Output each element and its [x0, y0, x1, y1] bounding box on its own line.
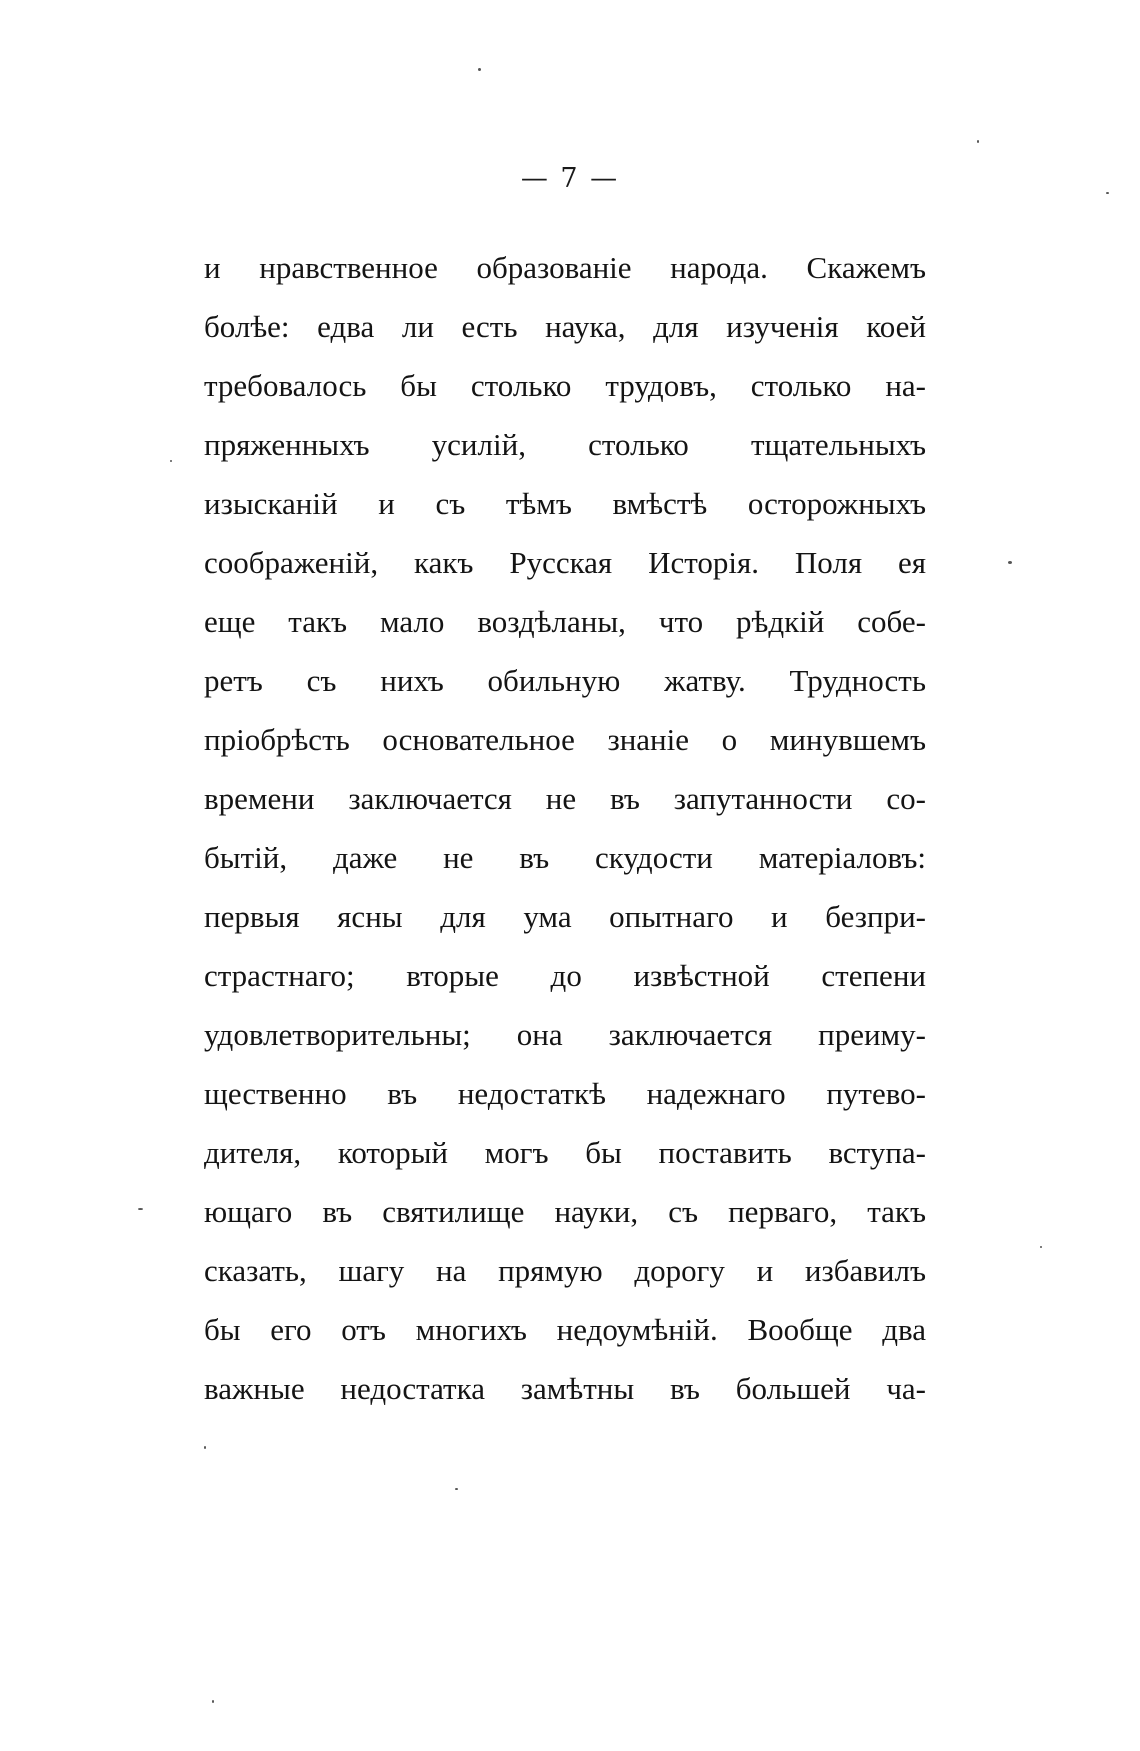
scan-speck: [478, 68, 481, 71]
text-line: еще такъ мало воздѣланы, что рѣдкій собе-: [204, 604, 926, 639]
text-line: удовлетворительны; она заключается преиму-: [204, 1017, 926, 1052]
text-line: страстнаго; вторые до извѣстной степени: [204, 958, 926, 993]
text-line: пряженныхъ усилій, столько тщательныхъ: [204, 427, 926, 462]
scan-speck: [170, 460, 172, 462]
text-line: соображеній, какъ Русская Исторія. Поля ея: [204, 545, 926, 580]
text-line: бытій, даже не въ скудости матеріаловъ:: [204, 840, 926, 875]
text-line: бы его отъ многихъ недоумѣній. Вообще два: [204, 1312, 926, 1347]
scan-speck: [455, 1488, 458, 1490]
text-line: первыя ясны для ума опытнаго и безпри-: [204, 899, 926, 934]
text-line: пріобрѣсть основательное знаніе о минувшемъ: [204, 722, 926, 757]
scan-speck: [212, 1700, 214, 1703]
scan-speck: [1106, 192, 1109, 194]
text-line: щественно въ недостаткѣ надежнаго путево-: [204, 1076, 926, 1111]
text-line: ющаго въ святилище науки, съ перваго, такъ: [204, 1194, 926, 1229]
scan-speck: [138, 1208, 143, 1210]
text-line: важные недостатка замѣтны въ большей ча-: [204, 1371, 926, 1406]
text-line: ретъ съ нихъ обильную жатву. Трудность: [204, 663, 926, 698]
text-line: сказать, шагу на прямую дорогу и избавилъ: [204, 1253, 926, 1288]
text-line: болѣе: едва ли есть наука, для изученія коей: [204, 309, 926, 344]
scan-speck: [1008, 561, 1012, 564]
text-line: дителя, который могъ бы поставить вступа-: [204, 1135, 926, 1170]
text-line: изысканій и съ тѣмъ вмѣстѣ осторожныхъ: [204, 486, 926, 521]
text-line: требовалось бы столько трудовъ, столько на-: [204, 368, 926, 403]
text-line: и нравственное образованіе народа. Скажемъ: [204, 250, 926, 285]
scan-speck: [1040, 1246, 1042, 1248]
text-line: времени заключается не въ запутанности со-: [204, 781, 926, 816]
scan-speck: [977, 140, 979, 143]
scan-speck: [204, 1446, 206, 1449]
page-number: — 7 —: [520, 163, 620, 194]
body-text: [204, 238, 926, 1418]
